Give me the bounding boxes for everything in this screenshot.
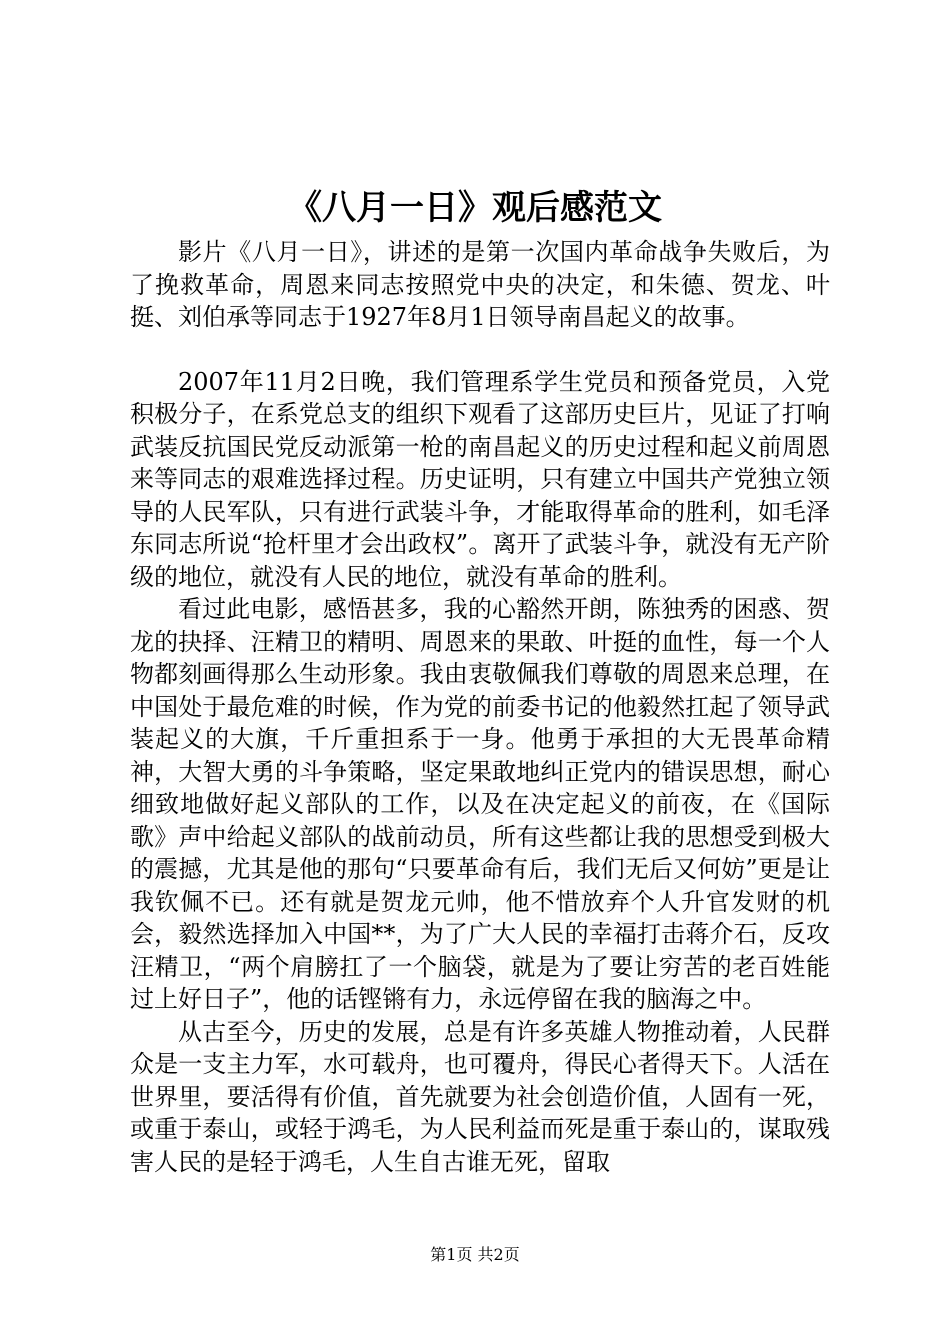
- document-title: 《八月一日》观后感范文: [288, 188, 662, 228]
- page-number-footer: 第1页 共2页: [430, 1245, 520, 1264]
- document-body: [130, 236, 830, 1178]
- paragraph-intro: 影片《八月一日》，讲述的是第一次国内革命战争失败后，为了挽救革命，周恩来同志按照党中央的决定，和朱德、贺龙、叶挺、刘伯承等同志于1927年8月1日领导南昌起义的故事。: [130, 238, 830, 331]
- paragraph-history: 从古至今，历史的发展，总是有许多英雄人物推动着，人民群众是一支主力军，水可载舟，也可覆舟，得民心者得天下。人活在世界里，要活得有价值，首先就要为社会创造价值，人固有一死，或重于泰山，或轻于鸿毛，为人民利益而死是重于泰山的，谋取残害人民的是轻于鸿毛，人生自古谁无死，留取: [130, 1017, 830, 1176]
- paragraph-reflection: 看过此电影，感悟甚多，我的心豁然开朗，陈独秀的困惑、贺龙的抉择、汪精卫的精明、周恩来的果敢、叶挺的血性，每一个人物都刻画得那么生动形象。我由衷敬佩我们尊敬的周恩来总理，在中国处于最危难的时候，作为党的前委书记的他毅然扛起了领导武装起义的大旗，千斤重担系于一身。他勇于承担的大无畏革命精神，大智大勇的斗争策略，坚定果敢地纠正党内的错误思想，耐心细致地做好起义部队的工作，以及在决定起义的前夜，在《国际歌》声中给起义部队的战前动员，所有这些都让我的思想受到极大的震撼，尤其是他的那句“只要革命有后，我们无后又何妨”更是让我钦佩不已。还有就是贺龙元帅，他不惜放弃个人升官发财的机会，毅然选择加入中国**，为了广大人民的幸福打击蒋介石，反攻汪精卫，“两个肩膀扛了一个脑袋，就是为了要让穷苦的老百姓能过上好日子”，他的话铿锵有力，永远停留在我的脑海之中。: [130, 595, 830, 1013]
- paragraph-viewing: 2007年11月2日晚，我们管理系学生党员和预备党员，入党积极分子，在系党总支的组织下观看了这部历史巨片，见证了打响武装反抗国民党反动派第一枪的南昌起义的历史过程和起义前周恩来等同志的艰难选择过程。历史证明，只有建立中国共产党独立领导的人民军队，只有进行武装斗争，才能取得革命的胜利，如毛泽东同志所说“抢杆里才会出政权”。离开了武装斗争，就没有无产阶级的地位，就没有人民的地位，就没有革命的胜利。: [130, 367, 830, 591]
